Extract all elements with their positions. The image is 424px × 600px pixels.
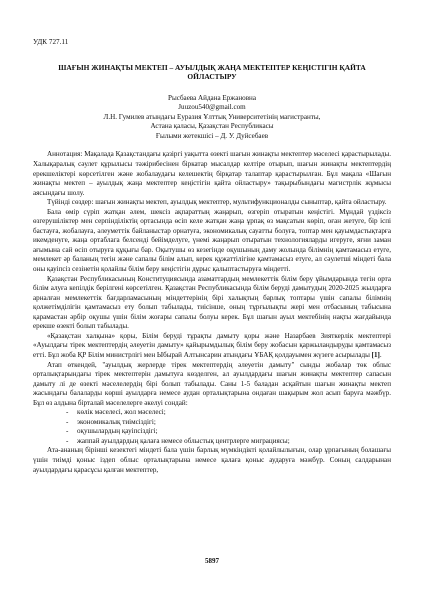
body-paragraph: Қазақстан Республикасының Конституциясында азаматтардың мемлекеттік білім беру ұйымдарында тегін орта білім алуға кепілдік берілгені көрсетілген. Қазақстан Республикасында білім беруді дамытудың 2020-2025 жылдарға арналған мемлекеттік бағдарламасының міндеттерінің бірі халықтың барлық топтары үшін сапалы білімнің қолжетімділігін қамтамасыз ету болып табылады, тиісінше, оның тұрғылықты жері мен отбасының табысына қарамастан әрбір оқушы үшін білім жоғары сапалы болуы керек. Бұл шағын ауыл мектебінің нақты жағдайында ерекше өзекті болып табылады. <box>33 274 391 331</box>
body-paragraph: «Қазақстан халқына» қоры, Білім берудi тұрақты дамыту қоры және Назарбаев Зияткерлік мектептері «Ауылдағы тірек мектептердің әлеуетін дамыту» қайырымдылық білім беру жобасын қаржыландыруды қамтамасыз етті. Бұл жоба ҚР Білім министрлігі мен Ыбырай Алтынсарин атындағы ҰБАҚ қолдауымен жүзеге асырылады [1]. <box>33 331 391 359</box>
problem-list <box>33 408 391 446</box>
body-paragraph: Атап өткендей, "ауылдық жерлерде тірек мектептердің әлеуетін дамыту" сынды жобалар төк облыс орталықтарындағы тірек мектептерін дамытуға көзделген, ал ауылдардағы шағын жинақты мектептер сапасын дамыту лі де өзекті мәселелердің бірі болып табылады. Саны 1-5 баладан асқайтын шағын жинақты мектеп жасындағы балаларды көрші ауылдарға немесе аудан орталықтарына ондаған шақырым жол асып баруға мәжбүр. Бұл өз алдына бірталай мәселелерге әкелуі сондай: <box>33 360 391 407</box>
udk-code: УДК 727.11 <box>33 38 69 46</box>
author-name: Рысбаева Айдана Ержановна <box>168 93 256 102</box>
body-paragraph: Ата-ананың бірінші кезектегі міндеті бала үшін барлық мүмкіндікті қолайлылығын, олар ұрпағының болашағы үшін тиімді қоныс іздеп облыс орталықтарына немесе қалаға қоныс аударуға мәжбүр. Соның салдарынан ауылдардағы қарасұсы қалған мектептер, <box>33 446 391 474</box>
list-item: - оқушылардың қауіпсіздігі; <box>77 427 391 437</box>
list-item: - көлік мәселесі, жол мәселесі; <box>77 408 391 418</box>
affiliation-line: Астана қаласы, Қазақстан Республикасы <box>150 122 274 131</box>
abstract: Аннотация: Мақалада Қазақстандағы қазіргі уақытта өзекті шағын жинақты мектептер мәселесі қарастырылады. Халықаралық сәулет құрылысы тәжірибесінен біркатар мысалдар келтіре отырып, шағын жинақты мектептердің ерекшеліктері көрсетілген және жобалаудағы келешектің бірқатар талаптар қарастырылған. Бұл мақала «Шағын жинақты мектеп – ауылдық жаңа мектептер кеңістігін қайта ойластыру» тақырыбындағы магистрлік жұмысы аясындағы шолу. <box>33 150 391 197</box>
affiliation-line: Ғылыми жетекшісі – Д. У. Дуйсебаев <box>155 131 269 140</box>
affiliation-block <box>33 113 391 142</box>
paragraph-text: «Қазақстан халқына» қоры, Білім берудi тұрақты дамыту қоры және Назарбаев Зияткерлік мектептері «Ауылдағы тірек мектептердің әлеуетін дамыту» қайырымдылық білім беру жобасын қаржыландыруды қамтамасыз етті. Бұл жоба ҚР Білім министрлігі мен Ыбырай Алтынсарин атындағы ҰБАҚ қолдауымен жүзеге асырылады <box>33 331 391 359</box>
body-paragraph: Бала өмір сүріп жатқан әлем, шексіз ақпараттың жаңарып, өзгеріп отыратын кеңістігі. Мұндай үздіксіз өзгерушіліктер мен серпінділіктің ортасында өсіп келе жатқан жаңа ұрпақ өз мақсатын көріп, оған жетуге, бір іспі бастауға, жобалауға, әлеуметтік байланыстар орнатуға, экономикалық сауатты болуға, топтар мен қауымдастықтарға икемденуге, жаңа ортаблага белсенді бейімделуге, үнемі жаңарып отыратын технологияларды игеруге, яғни заман ағымына сай өсіп отыруға құқығы бар. Оқытушы өз кезегінде оқушының даму жолында білімнің қамтамасыз етуге, мемлекет әр баланың тегін және сапалы білім алып, керек құжаттілігіне қамтамасыз етуге, ал сәулетші міндеті бала оны қауіпсіз сезінетін қолайлы білім беру кеңістігін дұрыс қалыптастыруға міндетті. <box>33 207 391 274</box>
article-title: ШАҒЫН ЖИНАҚТЫ МЕКТЕП – АУЫЛДЫҚ ЖАҢА МЕКТЕПТЕР КЕҢІСТІГІН ҚАЙТА ОЙЛАСТЫРУ <box>58 62 366 82</box>
author-email: Juuzou540@gmail.com <box>178 103 246 112</box>
page-number: 5897 <box>205 557 219 565</box>
list-item: - жаппай ауылдардың қалаға немесе облыстық центрлерге миграциясы; <box>77 437 391 447</box>
keywords: Түйінді сөздер: шағын жинақты мектеп, ауылдық мектептер, мультифункционалды сыныптар, қайта ойластыру. <box>47 198 387 207</box>
citation-marker: [1] <box>371 350 380 359</box>
list-item: - экономикалық тиімсіздігі; <box>77 418 391 428</box>
affiliation-line: Л.Н. Гумилев атындағы Еуразия Ұлттық Университетінің магистранты, <box>103 112 321 121</box>
